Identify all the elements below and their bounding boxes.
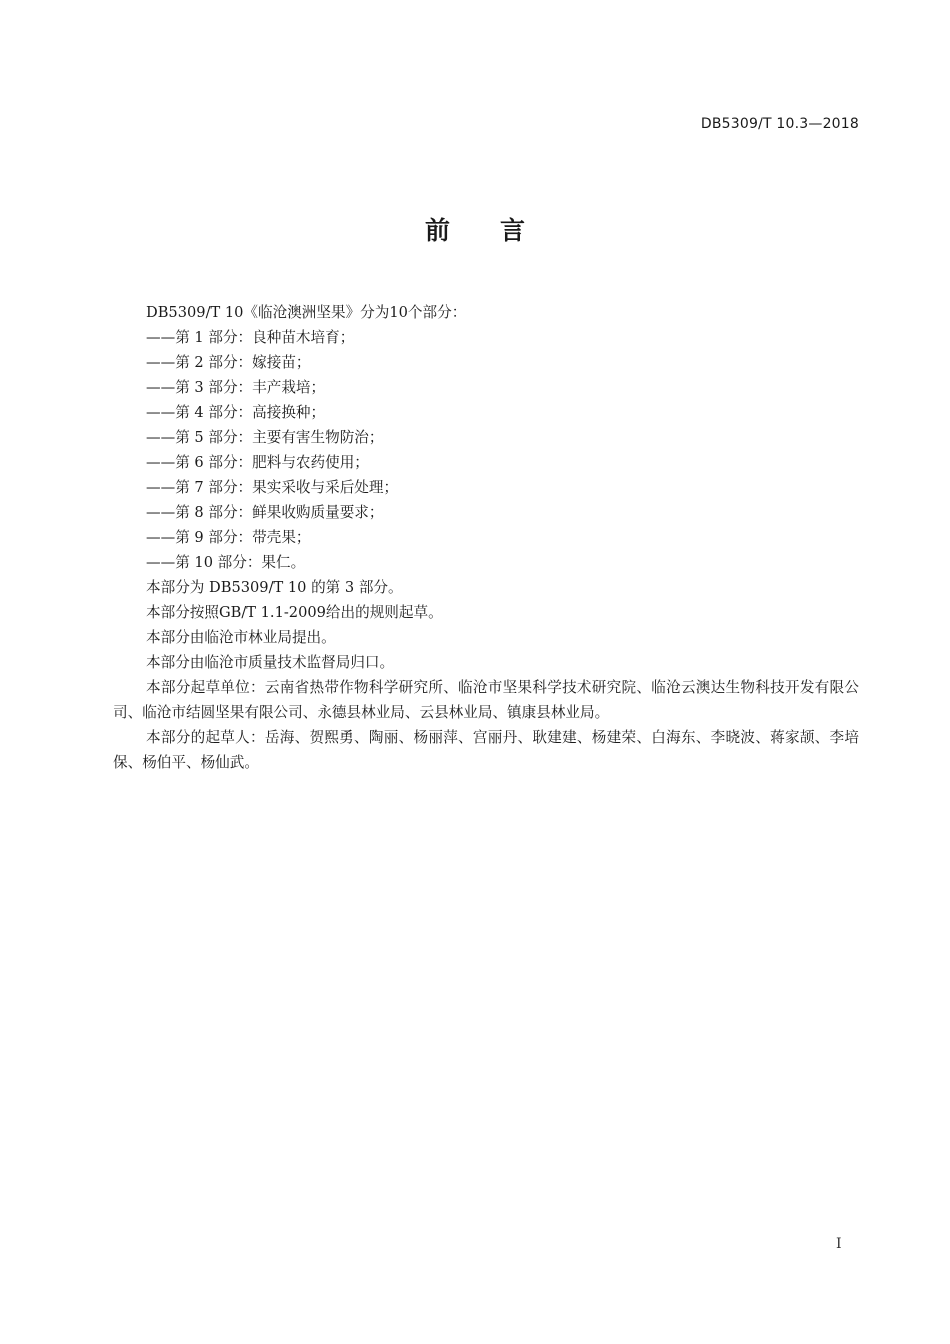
list-item-part-6: ——第 6 部分：肥料与农药使用； [146,454,369,471]
page-number: I [836,1236,842,1252]
paragraph-centralized-unit: 本部分由临沧市质量技术监督局归口。 [146,654,395,671]
list-item-part-3: ——第 3 部分：丰产栽培； [146,379,326,396]
list-item-part-9: ——第 9 部分：带壳果； [146,529,311,546]
paragraph-proposer: 本部分由临沧市林业局提出。 [146,629,336,646]
document-body [113,300,859,775]
paragraph-intro: DB5309/T 10《临沧澳洲坚果》分为10个部分： [146,304,467,321]
paragraph-drafting-rules: 本部分按照GB/T 1.1-2009给出的规则起草。 [146,604,443,621]
list-item-part-1: ——第 1 部分：良种苗木培育； [146,329,355,346]
list-item-part-5: ——第 5 部分：主要有害生物防治； [146,429,384,446]
list-item-part-2: ——第 2 部分：嫁接苗； [146,354,311,371]
page-title: 前 言 [424,216,525,245]
document-code: DB5309/T 10.3—2018 [700,116,859,132]
list-item-part-10: ——第 10 部分：果仁。 [146,554,306,571]
list-item-part-4: ——第 4 部分：高接换种； [146,404,326,421]
paragraph-part-statement: 本部分为 DB5309/T 10 的第 3 部分。 [146,579,403,596]
paragraph-drafters: 本部分的起草人：岳海、贺熙勇、陶丽、杨丽萍、宫丽丹、耿建建、杨建荣、白海东、李晓波、蒋家颉、李培保、杨伯平、杨仙武。 [113,729,859,771]
list-item-part-8: ——第 8 部分：鲜果收购质量要求； [146,504,384,521]
paragraph-drafting-units: 本部分起草单位：云南省热带作物科学研究所、临沧市坚果科学技术研究院、临沧云澳达生物科技开发有限公司、临沧市结圆坚果有限公司、永德县林业局、云县林业局、镇康县林业局。 [113,679,859,721]
list-item-part-7: ——第 7 部分：果实采收与采后处理； [146,479,399,496]
